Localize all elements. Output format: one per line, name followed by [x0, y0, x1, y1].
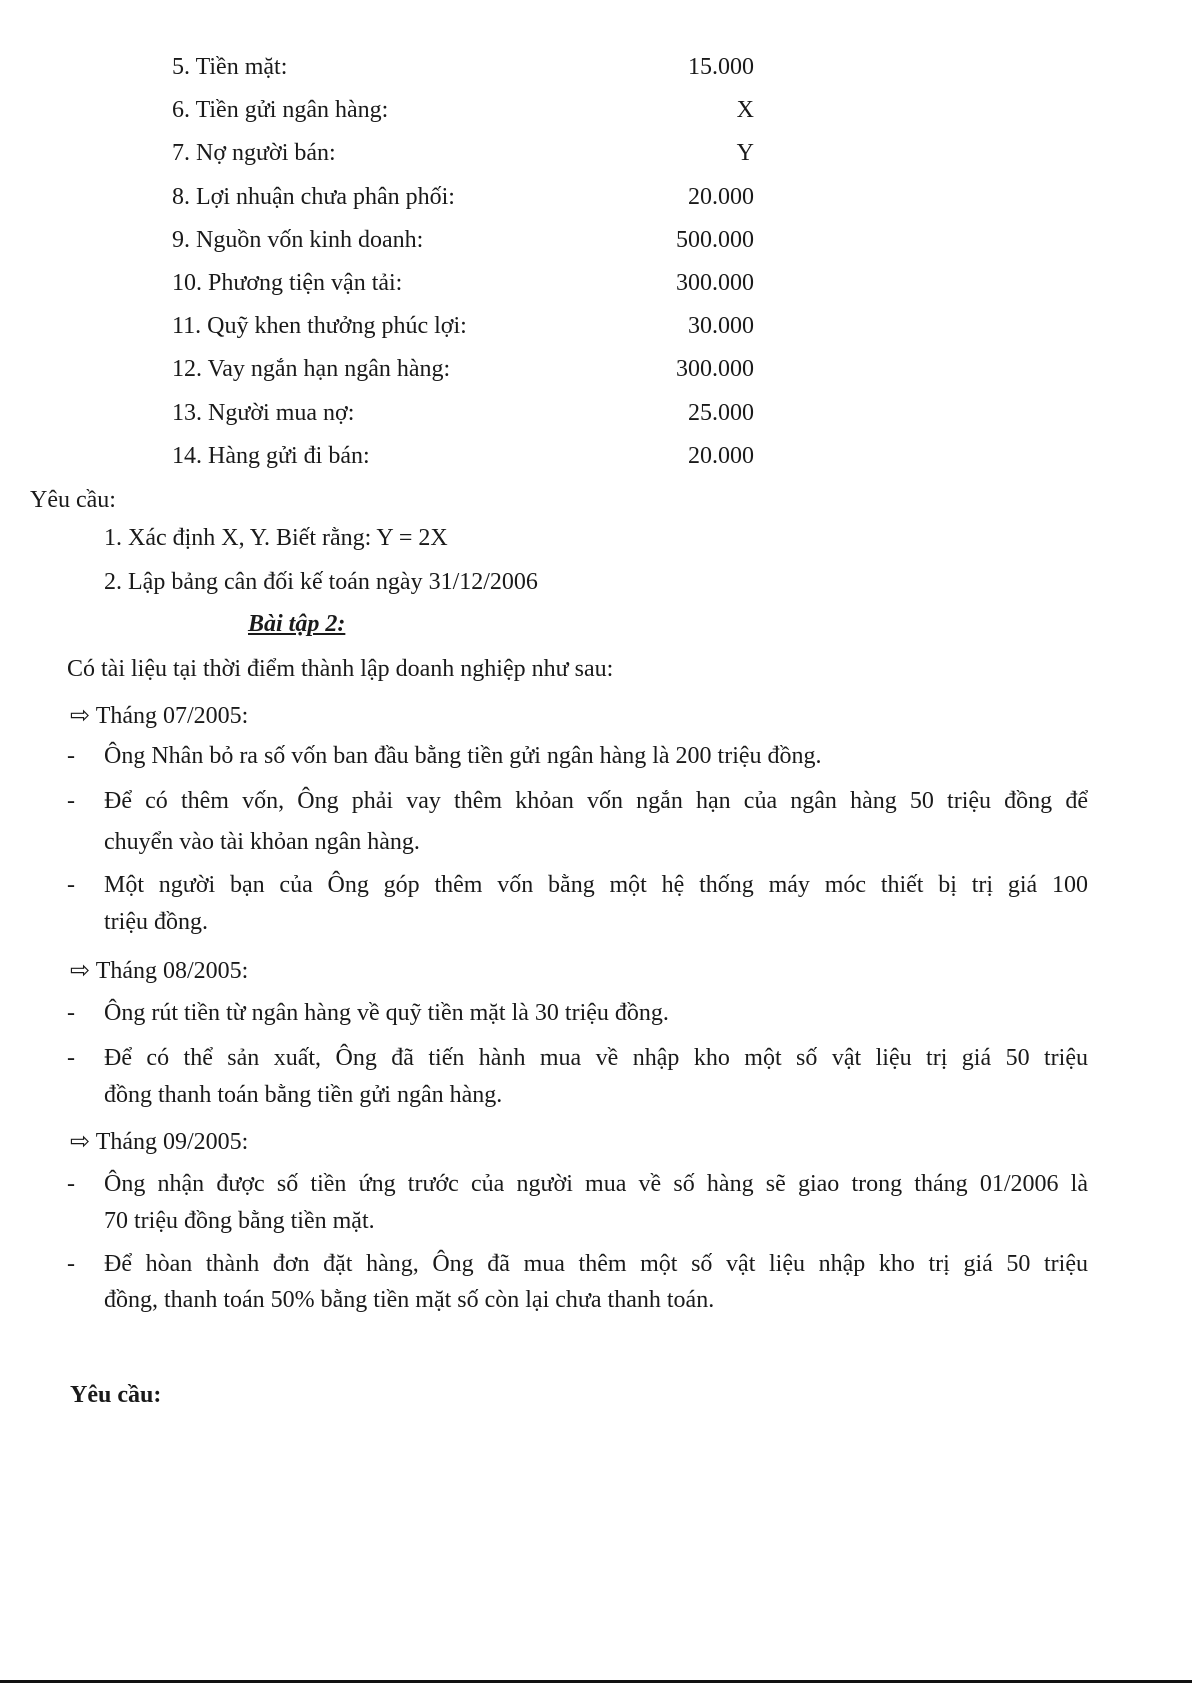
bullet-dash: - — [67, 1045, 75, 1071]
account-value: 30.000 — [688, 313, 754, 340]
account-label: 14. Hàng gửi đi bán: — [172, 442, 370, 469]
bullet-dash: - — [67, 1251, 75, 1277]
paragraph-line: đồng, thanh toán 50% bằng tiền mặt số còn lại chưa thanh toán. — [104, 1287, 715, 1313]
account-value: 20.000 — [688, 183, 754, 210]
account-value: 300.000 — [676, 270, 754, 296]
exercise-2-title: Bài tập 2: — [248, 611, 346, 637]
account-value: 20.000 — [688, 442, 754, 469]
paragraph-line: Để có thêm vốn, Ông phải vay thêm khỏan vốn ngắn hạn của ngân hàng 50 triệu đồng để — [104, 788, 1088, 814]
paragraph-line: chuyển vào tài khỏan ngân hàng. — [104, 829, 420, 855]
requirement-2: 2. Lập bảng cân đối kế toán ngày 31/12/2006 — [104, 569, 538, 595]
paragraph-line: Để có thể sản xuất, Ông đã tiến hành mua về nhập kho một số vật liệu trị giá 50 triệu — [104, 1045, 1088, 1071]
arrow-icon: ⇨ — [70, 1129, 91, 1155]
paragraph-line: triệu đồng. — [104, 909, 208, 935]
exercise-2-requirements-heading: Yêu cầu: — [70, 1382, 162, 1408]
requirement-1: 1. Xác định X, Y. Biết rằng: Y = 2X — [104, 525, 448, 551]
paragraph-line: Một người bạn của Ông góp thêm vốn bằng một hệ thống máy móc thiết bị trị giá 100 — [104, 872, 1088, 898]
paragraph-line: Ông Nhân bỏ ra số vốn ban đầu bằng tiền gửi ngân hàng là 200 triệu đồng. — [104, 743, 822, 769]
account-value: X — [736, 97, 754, 124]
account-label: 6. Tiền gửi ngân hàng: — [172, 97, 389, 124]
bullet-dash: - — [67, 872, 75, 898]
month-heading-08: ⇨ Tháng 08/2005: — [70, 958, 249, 984]
account-label: 9. Nguồn vốn kinh doanh: — [172, 226, 424, 253]
arrow-icon: ⇨ — [70, 703, 91, 729]
account-label: 13. Người mua nợ: — [172, 399, 355, 426]
account-label: 12. Vay ngắn hạn ngân hàng: — [172, 356, 451, 383]
paragraph-line: đồng thanh toán bằng tiền gửi ngân hàng. — [104, 1082, 503, 1108]
bullet-dash: - — [67, 1000, 75, 1026]
month-heading-09: ⇨ Tháng 09/2005: — [70, 1129, 249, 1155]
bullet-dash: - — [67, 1171, 75, 1197]
account-label: 10. Phương tiện vận tải: — [172, 270, 403, 296]
paragraph-line: Ông rút tiền từ ngân hàng về quỹ tiền mặt là 30 triệu đồng. — [104, 1000, 669, 1026]
account-label: 11. Quỹ khen thưởng phúc lợi: — [172, 313, 467, 340]
requirements-heading: Yêu cầu: — [30, 487, 116, 513]
exercise-2-intro: Có tài liệu tại thời điểm thành lập doanh nghiệp như sau: — [67, 656, 614, 682]
account-value: Y — [736, 140, 754, 167]
account-label: 7. Nợ người bán: — [172, 140, 336, 167]
arrow-icon: ⇨ — [70, 958, 91, 984]
bullet-dash: - — [67, 788, 75, 814]
paragraph-line: 70 triệu đồng bằng tiền mặt. — [104, 1208, 375, 1234]
account-label: 5. Tiền mặt: — [172, 54, 288, 80]
account-value: 15.000 — [688, 54, 754, 80]
account-label: 8. Lợi nhuận chưa phân phối: — [172, 183, 455, 210]
page-edge-line — [0, 1680, 1192, 1683]
paragraph-line: Ông nhận được số tiền ứng trước của người mua về số hàng sẽ giao trong tháng 01/2006 là — [104, 1171, 1088, 1197]
bullet-dash: - — [67, 743, 75, 769]
account-value: 300.000 — [676, 356, 754, 383]
paragraph-line: Để hòan thành đơn đặt hàng, Ông đã mua thêm một số vật liệu nhập kho trị giá 50 triệu — [104, 1251, 1088, 1277]
account-value: 500.000 — [676, 226, 754, 253]
account-value: 25.000 — [688, 399, 754, 426]
month-heading-07: ⇨ Tháng 07/2005: — [70, 703, 249, 729]
